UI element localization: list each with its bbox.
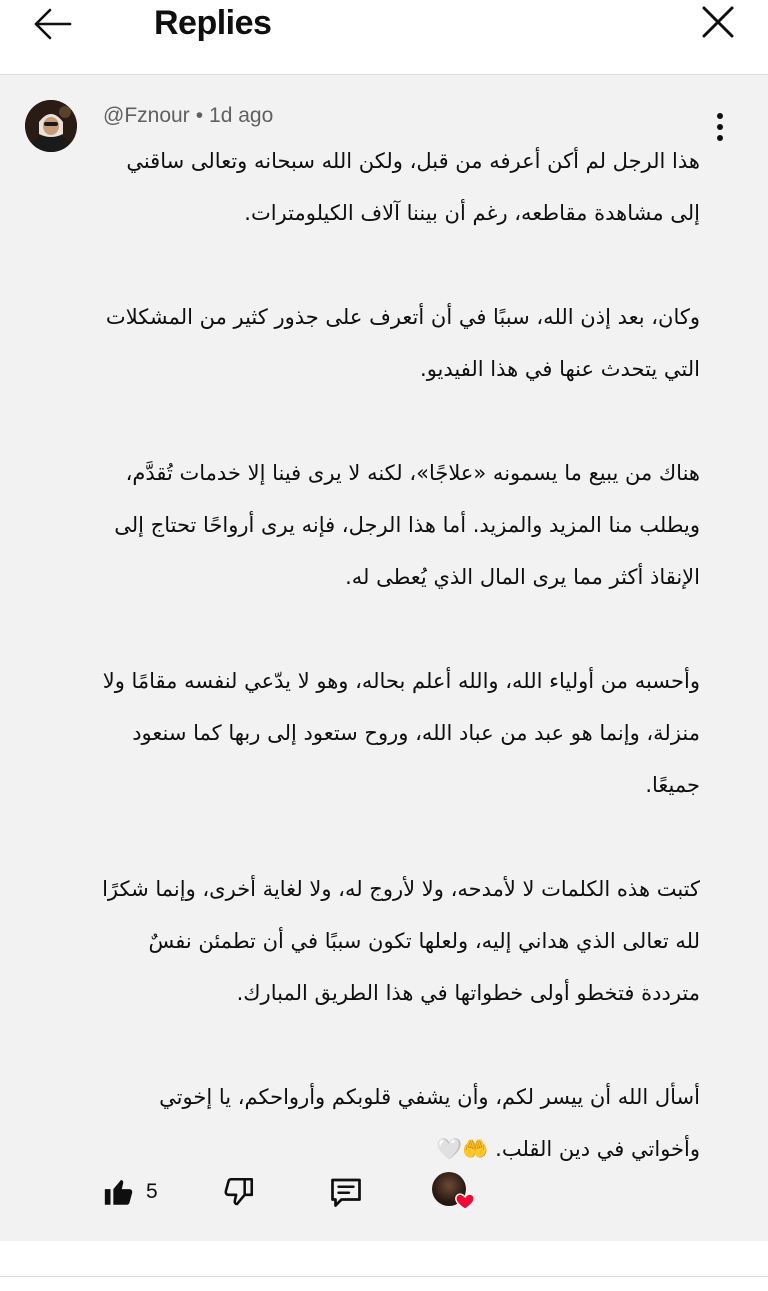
thumbs-down-icon — [222, 1175, 256, 1209]
comment-body — [102, 135, 700, 1175]
comment-actions — [0, 1170, 768, 1214]
comment-icon — [328, 1174, 364, 1210]
comment-meta — [103, 104, 273, 128]
avatar-image — [25, 100, 77, 152]
page-title: Replies — [154, 4, 272, 42]
meta-separator: • — [195, 104, 204, 127]
back-button[interactable] — [28, 2, 76, 46]
like-button[interactable] — [102, 1170, 158, 1214]
comment-paragraph: وأحسبه من أولياء الله، والله أعلم بحاله، وهو لا يدّعي لنفسه مقامًا ولا منزلة، وإنما هو عبد من عباد الله، وروح ستعود إلى ربها كما سنعود جميعًا. — [102, 669, 700, 797]
reply-button[interactable] — [328, 1170, 364, 1214]
arrow-left-icon — [32, 6, 72, 42]
comment-paragraph: هناك من يبيع ما يسمونه «علاجًا»، لكنه لا يرى فينا إلا خدمات تُقدَّم، ويطلب منا المزيد والمزيد. أما هذا الرجل، فإنه يرى أرواحًا تحتاج إلى الإنقاذ أكثر مما يرى المال الذي يُعطى له. — [114, 461, 700, 589]
close-icon — [701, 5, 735, 39]
divider — [0, 1276, 768, 1277]
comment-card — [0, 75, 768, 1241]
comment-paragraph: أسأل الله أن ييسر لكم، وأن يشفي قلوبكم وأرواحكم، يا إخوتي وأخواتي في دين القلب. 🤲🤍 — [159, 1085, 700, 1161]
header — [0, 0, 768, 75]
creator-heart — [432, 1172, 476, 1214]
comment-paragraph: هذا الرجل لم أكن أعرفه من قبل، ولكن الله سبحانه وتعالى ساقني إلى مشاهدة مقاطعه، رغم أن بيننا آلاف الكيلومترات. — [126, 149, 700, 225]
avatar[interactable] — [25, 100, 77, 152]
thumbs-up-icon — [102, 1175, 136, 1209]
comment-paragraph: وكان، بعد إذن الله، سببًا في أن أتعرف على جذور كثير من المشكلات التي يتحدث عنها في هذا الفيديو. — [105, 305, 700, 381]
like-count: 5 — [146, 1180, 158, 1203]
comment-time: 1d ago — [209, 104, 274, 127]
more-options-button[interactable] — [708, 109, 732, 145]
close-button[interactable] — [696, 0, 740, 44]
dislike-button[interactable] — [222, 1170, 256, 1214]
author-name[interactable]: @Fznour — [103, 104, 190, 127]
more-vertical-icon — [716, 112, 724, 142]
comment-paragraph: كتبت هذه الكلمات لا لأمدحه، ولا لأروج له، ولا لغاية أخرى، وإنما شكرًا لله تعالى الذي هداني إليه، ولعلها تكون سببًا في أن تطمئن نفسٌ مترددة فتخطو أولى خطواتها في هذا الطريق المبارك. — [102, 877, 700, 1005]
heart-icon — [454, 1190, 476, 1212]
